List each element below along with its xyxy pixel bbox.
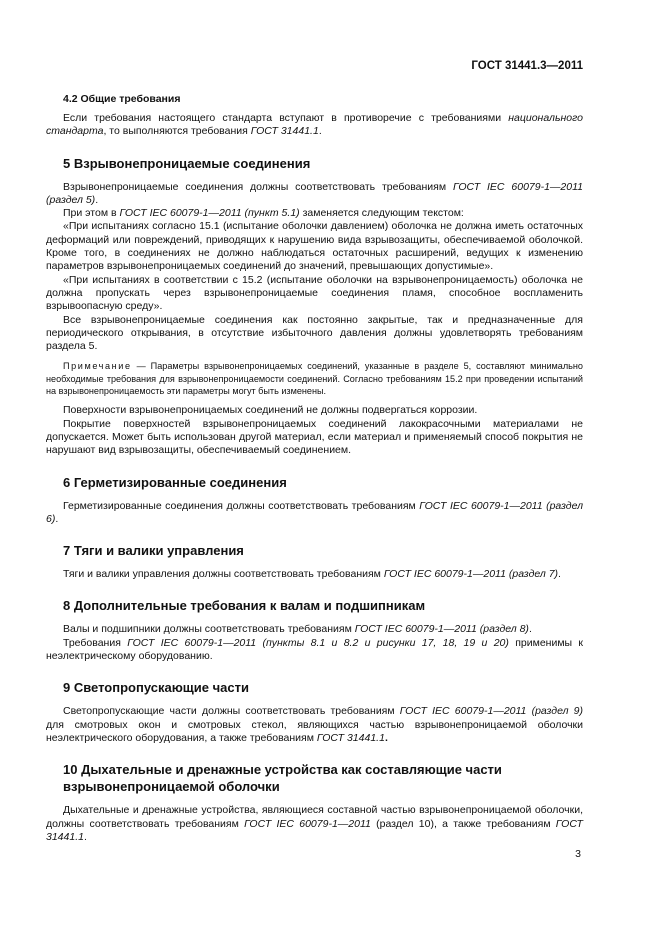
section-4-2-title: 4.2 Общие требования — [63, 93, 181, 105]
section-7-paragraph: Тяги и валики управления должны соответствовать требованиям ГОСТ IEC 60079-1—2011 (раздел 7). — [63, 568, 561, 581]
section-5-paragraph-7: Покрытие поверхностей взрывонепроницаемых соединений лакокрасочными материалами не допускается. Может быть использован другой материал, если материал и применяемый способ покрытия не нарушают вид взрывозащиты, обеспечиваемый соединением. — [46, 417, 583, 457]
page-number: 3 — [575, 848, 581, 860]
section-7-title: 7 Тяги и валики управления — [63, 543, 244, 559]
section-4-2-paragraph: Если требования настоящего стандарта вступают в противоречие с требованиями национального стандарта, то выполняются требования ГОСТ 31441.1. — [46, 112, 583, 138]
note-text: — Параметры взрывонепроницаемых соединений, указанные в разделе 5, составляют минимально необходимые требования для взрывонепроницаемости соединений. Согласно требованиям 15.2 при проведении испытаний на взрывонепроницаемость эти параметры могут быть изменены. — [46, 361, 583, 397]
section-9-title: 9 Светопропускающие части — [63, 680, 249, 696]
section-6-paragraph: Герметизированные соединения должны соответствовать требованиям ГОСТ IEC 60079-1—2011 (раздел 6). — [46, 499, 583, 525]
section-5-quote-1: «При испытаниях согласно 15.1 (испытание оболочки давлением) оболочка не должна иметь остаточных деформаций или повреждений, приводящих к нарушению вида взрывозащиты, обеспечиваемой оболочкой. Кроме того, в соединениях не должно наблюдаться остаточных расширений, ведущих к изменению параметров взрывонепроницаемых соединений до значений, превышающих допустимые». — [46, 220, 583, 273]
section-5-paragraph-1: Взрывонепроницаемые соединения должны соответствовать требованиям ГОСТ IEC 60079-1—2011 (раздел 5). — [46, 180, 583, 206]
section-5-paragraph-5: Все взрывонепроницаемые соединения как постоянно закрытые, так и предназначенные для периодического открывания, в отсутствие избыточного давления должны удовлетворять требованиям раздела 5. — [46, 313, 583, 353]
section-5-title: 5 Взрывонепроницаемые соединения — [63, 155, 311, 171]
section-5-paragraph-6: Поверхности взрывонепроницаемых соединений не должны подвергаться коррозии. — [63, 404, 478, 417]
section-5-note — [46, 360, 583, 397]
document-id: ГОСТ 31441.3—2011 — [471, 60, 583, 72]
section-8-paragraph-1: Валы и подшипники должны соответствовать требованиям ГОСТ IEC 60079-1—2011 (раздел 8). — [63, 623, 532, 636]
section-5-quote-2: «При испытаниях в соответствии с 15.2 (испытание оболочки на взрывонепроницаемость) оболочка не должна пропускать через взрывонепроницаемые соединения пламя, способное воспламенить взрывоопасную среду». — [46, 273, 583, 313]
section-10-title: 10 Дыхательные и дренажные устройства как составляющие части взрывонепроницаемой оболочки — [63, 762, 502, 795]
section-10-paragraph: Дыхательные и дренажные устройства, являющиеся составной частью взрывонепроницаемой оболочки, должны соответствовать требованиям ГОСТ IEC 60079-1—2011 (раздел 10), а также требованиям ГОСТ 31441.1. — [46, 804, 583, 843]
section-9-paragraph: Светопропускающие части должны соответствовать требованиям ГОСТ IEC 60079-1—2011 (раздел 9) для смотровых окон и смотровых стекол, являющихся частью взрывонепроницаемой оболочки неэлектрического оборудования, а также требованиям ГОСТ 31441.1. — [46, 705, 583, 744]
section-8-paragraph-2: Требования ГОСТ IEC 60079-1—2011 (пункты 8.1 и 8.2 и рисунки 17, 18, 19 и 20) применимы к неэлектрическому оборудованию. — [46, 636, 583, 663]
section-8-title: 8 Дополнительные требования к валам и подшипникам — [63, 598, 426, 614]
section-5-paragraph-2: При этом в ГОСТ IEC 60079-1—2011 (пункт 5.1) заменяется следующим текстом: — [63, 207, 464, 220]
section-6-title: 6 Герметизированные соединения — [63, 474, 287, 490]
note-label: Примечание — [63, 361, 132, 372]
document-body — [46, 93, 583, 844]
